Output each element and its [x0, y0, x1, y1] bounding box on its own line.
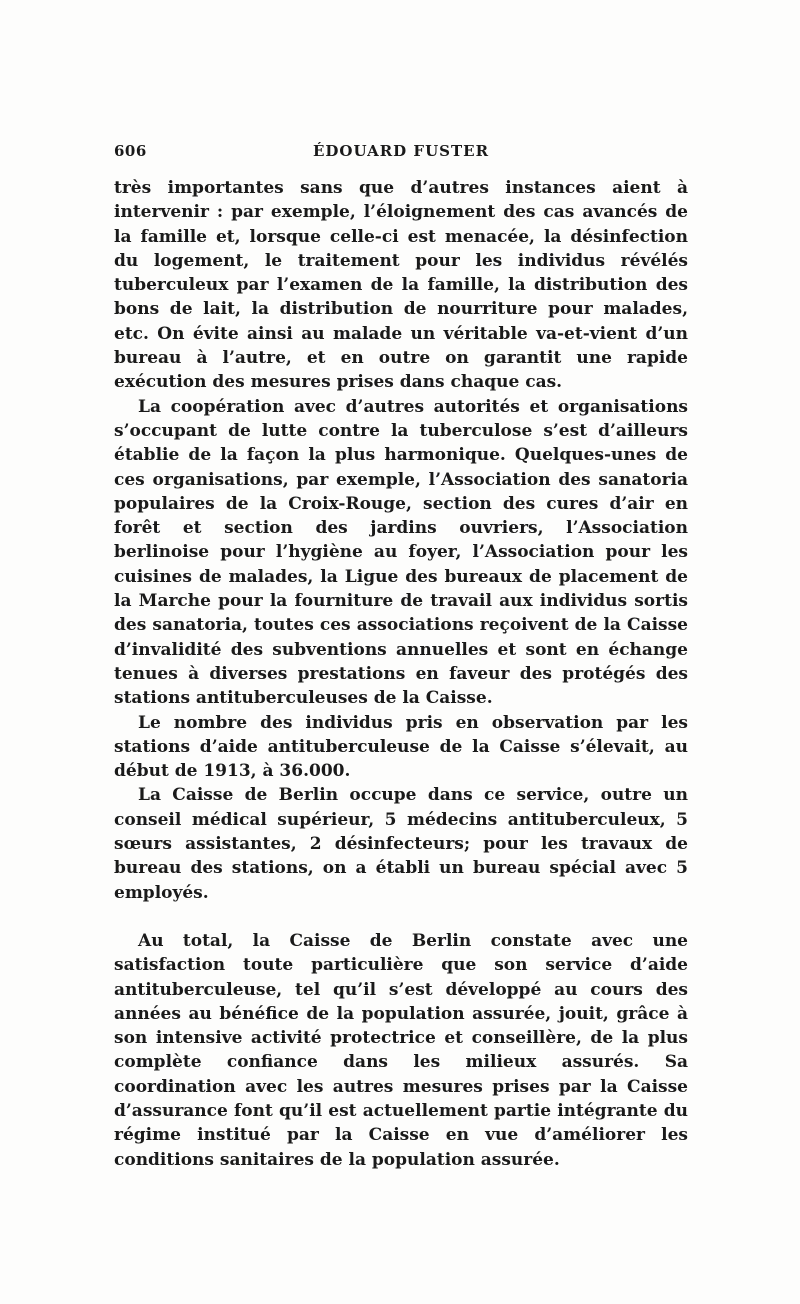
paragraph-staff: La Caisse de Berlin occupe dans ce service, outre un conseil médical supérieur, 5 médecins antituberculeux, 5 sœurs assistantes, 2 désinfecteurs; pour les travaux de bureau des stations, on a établi un bureau spécial avec 5 employés. — [114, 785, 688, 903]
paragraph-continuation: très importantes sans que d’autres instances aient à intervenir : par exemple, l’éloignement des cas avancés de la famille et, lorsque celle-ci est menacée, la désinfection du logement, le traitement pour les individus révélés tuberculeux par l’examen de la famille, la distribution des bons de lait, la distribution de nourriture pour malades, etc. On évite ainsi au malade un véritable va-et-vient d’un bureau à l’autre, et en outre on garantit une rapide exécution des mesures prises dans chaque cas. — [114, 178, 688, 393]
body-text — [114, 176, 688, 1172]
running-head — [114, 136, 688, 166]
paragraph-conclusion: Au total, la Caisse de Berlin constate avec une satisfaction toute particulière que son service d’aide antituberculeuse, tel qu’il s’est développé au cours des années au bénéfice de la population assurée, jouit, grâce à son intensive activité protectrice et conseillère, de la plus complète confiance dans les milieux assurés. Sa coordination avec les autres mesures prises par la Caisse d’assurance font qu’il est actuellement partie intégrante du régime institué par la Caisse en vue d’améliorer les conditions sanitaires de la population assurée. — [114, 930, 688, 1170]
section-gap — [114, 905, 688, 929]
paragraph-cooperation: La coopération avec d’autres autorités et organisations s’occupant de lutte contre la tuberculose s’est d’ailleurs établie de la façon la plus harmonique. Quelques-unes de ces organisations, par exemple, l’Association des sanatoria populaires de la Croix-Rouge, section des cures d’air en forêt et section des jardins ouvriers, l’Association berlinoise pour l’hygiène au foyer, l’Association pour les cuisines de malades, la Ligue des bureaux de placement de la Marche pour la fourniture de travail aux individus sortis des sanatoria, toutes ces associations reçoivent de la Caisse d’invalidité des subventions annuelles et sont en échange tenues à diverses prestations en faveur des protégés des stations antituberculeuses de la Caisse. — [114, 396, 688, 709]
running-title: ÉDOUARD FUSTER — [312, 142, 490, 160]
page-number: 606 — [114, 142, 147, 160]
paragraph-observation-count: Le nombre des individus pris en observation par les stations d’aide antituberculeuse de la Caisse s’élevait, au début de 1913, à 36.000. — [114, 712, 688, 782]
page-content — [114, 136, 688, 1172]
